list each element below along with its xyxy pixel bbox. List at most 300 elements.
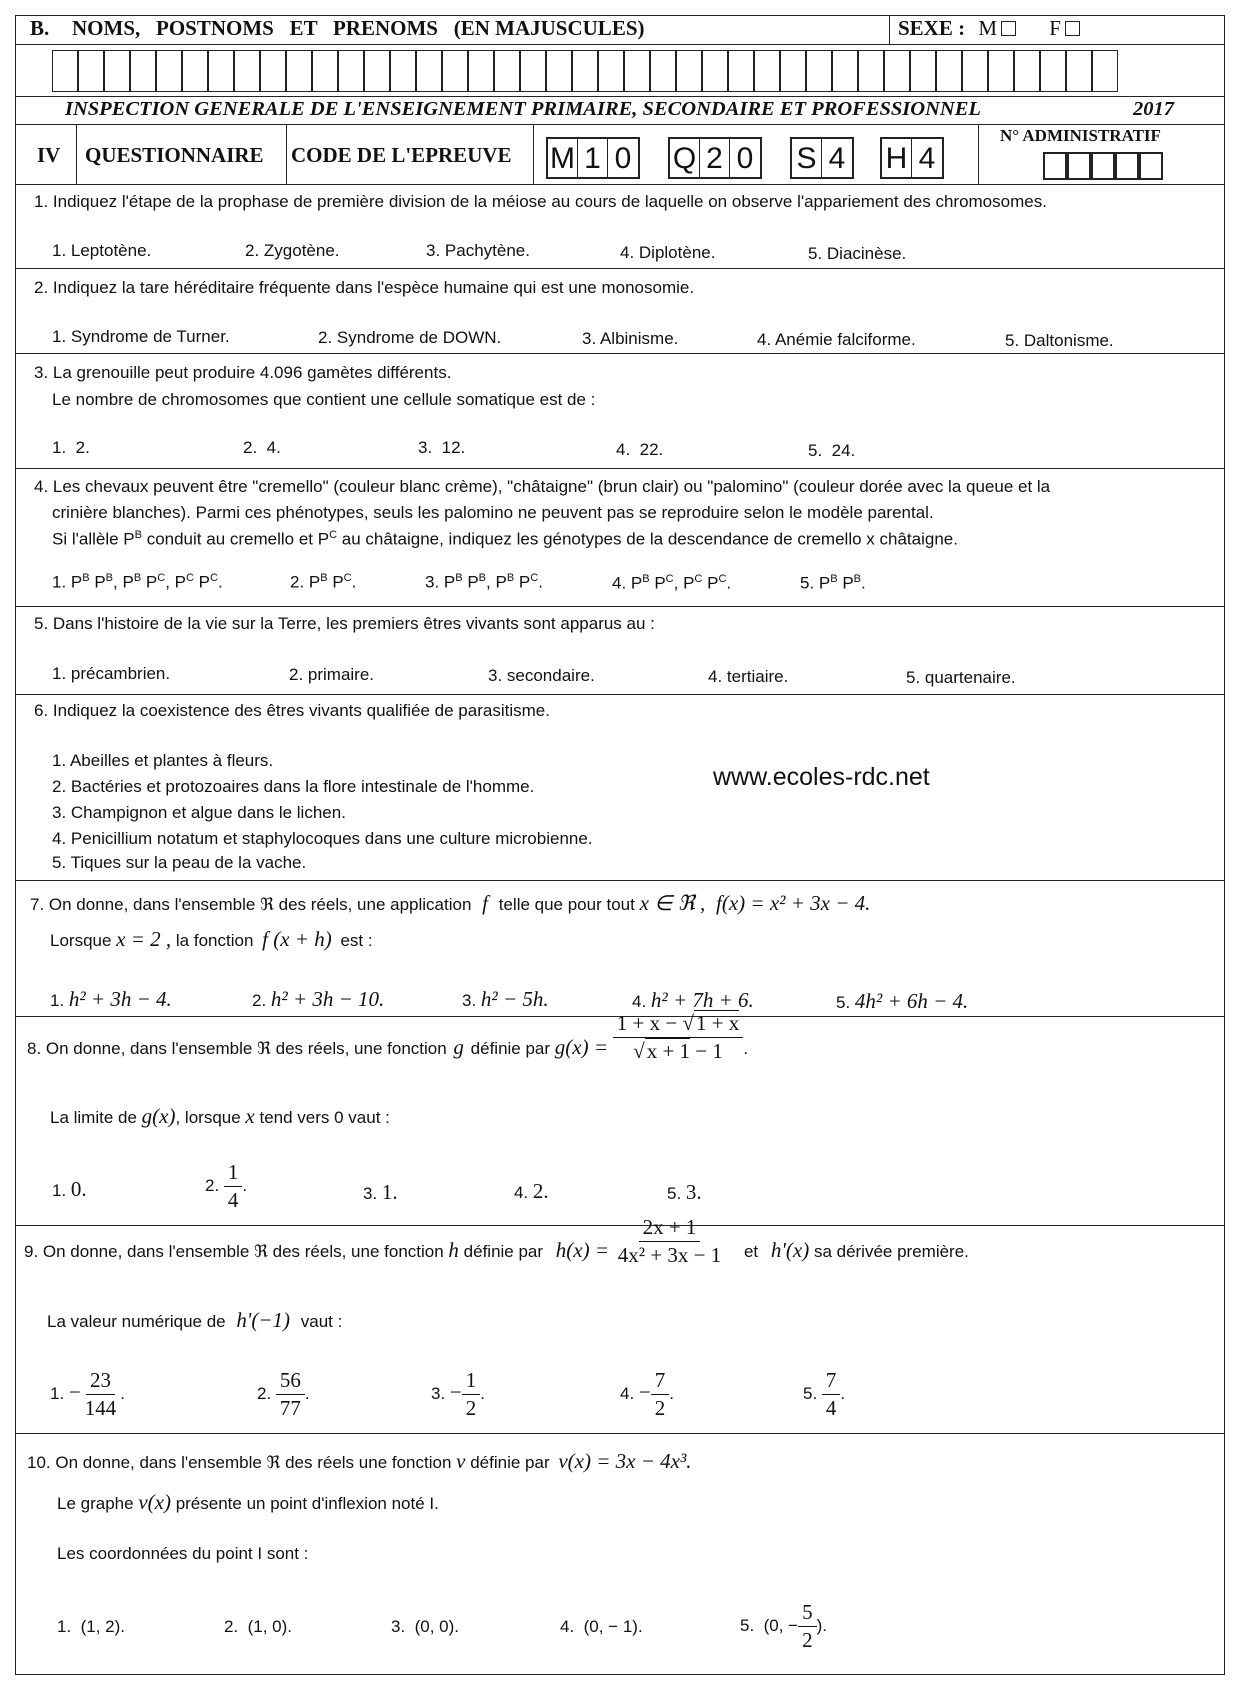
- question-3-line-2: Le nombre de chromosomes que contient une cellule somatique est de :: [52, 390, 596, 409]
- divider: [15, 1433, 1225, 1434]
- allele: P: [818, 573, 831, 593]
- frac-part: 2: [654, 1396, 666, 1420]
- allele: P: [654, 573, 666, 593]
- allele: P: [518, 572, 531, 592]
- q4-sup: C: [329, 529, 338, 541]
- allele: P: [495, 572, 507, 592]
- sex-f-checkbox[interactable]: [1065, 21, 1080, 36]
- option-number: 3.: [425, 572, 444, 592]
- q9-text: vaut :: [300, 1312, 343, 1331]
- name-char-box[interactable]: [260, 50, 286, 92]
- question-9-line-2: [47, 1308, 342, 1333]
- code-char: 2: [700, 139, 730, 177]
- q10-text: 10. On donne, dans l'ensemble ℜ des réels une fonction: [27, 1453, 452, 1472]
- math-g-x: g(x) =: [554, 1035, 609, 1059]
- allele: P: [332, 572, 344, 592]
- name-char-box[interactable]: [1014, 50, 1040, 92]
- frac-part: 1 + x: [695, 1011, 740, 1036]
- allele: P: [198, 572, 211, 592]
- option-number: 5.: [836, 993, 851, 1012]
- question-4: 4. Les chevaux peuvent être "cremello" (couleur blanc crème), "châtaigne" (brun clair) ou "palomino" (couleur dorée avec la queue et la: [34, 477, 1051, 496]
- q8-fraction: $\frac{1 + x - √1 + x}{√x + 1 - 1}$: [613, 1011, 744, 1064]
- code-char: 1: [578, 139, 608, 177]
- name-char-box[interactable]: [442, 50, 468, 92]
- option-value: h² + 3h − 10.: [270, 987, 385, 1011]
- q2-option-2[interactable]: 2. Syndrome de DOWN.: [318, 328, 502, 347]
- q9-option-3[interactable]: 3. − $\frac{1}{2}$ .: [431, 1368, 485, 1420]
- q1-option-1[interactable]: 1. Leptotène.: [52, 241, 152, 260]
- separator: .: [861, 573, 866, 593]
- name-char-box[interactable]: [858, 50, 884, 92]
- divider: [533, 124, 534, 184]
- option-number: 1.: [52, 1181, 67, 1200]
- name-char-box[interactable]: [624, 50, 650, 92]
- q3-option-3[interactable]: 3. 12.: [418, 438, 466, 457]
- admin-char-box[interactable]: [1067, 152, 1091, 180]
- minus-sign: −: [449, 1379, 462, 1404]
- minus-sign: −: [638, 1379, 651, 1404]
- allele-sup: B: [455, 572, 463, 584]
- q1-option-2[interactable]: 2. Zygotène.: [245, 241, 340, 260]
- separator: .: [351, 572, 357, 592]
- q5-option-5[interactable]: 5. quartenaire.: [906, 668, 1016, 687]
- allele-sup: C: [530, 572, 539, 584]
- name-char-box[interactable]: [312, 50, 338, 92]
- name-char-box[interactable]: [884, 50, 910, 92]
- q10-option-1[interactable]: 1. (1, 2).: [57, 1617, 126, 1636]
- q8-option-2[interactable]: 2. $\frac{1}{4}$ .: [205, 1160, 248, 1212]
- q1-option-4[interactable]: 4. Diplotène.: [620, 243, 716, 262]
- name-char-box[interactable]: [572, 50, 598, 92]
- option-value: [651, 1368, 670, 1421]
- option-value: 0.: [70, 1177, 87, 1201]
- name-char-box[interactable]: [1092, 50, 1118, 92]
- question-8-line-2: [50, 1104, 390, 1129]
- math-h-prime-x: h'(x): [770, 1237, 810, 1262]
- allele-sup: C: [665, 573, 674, 585]
- admin-char-box[interactable]: [1043, 152, 1067, 180]
- question-10-line-2: [57, 1490, 439, 1515]
- name-char-box[interactable]: [130, 50, 156, 92]
- allele: P: [842, 573, 854, 593]
- option-number: 2.: [205, 1175, 220, 1195]
- option-value: [224, 1160, 243, 1213]
- option-value: [462, 1368, 481, 1421]
- name-char-box[interactable]: [546, 50, 572, 92]
- q10-text: présente un point d'inflexion noté I.: [175, 1494, 439, 1513]
- option-value: [81, 1368, 121, 1421]
- allele-sup: C: [343, 572, 352, 584]
- math-f-x-h: f (x + h): [262, 927, 332, 951]
- names-label: NOMS, POSTNOMS ET PRENOMS (EN MAJUSCULES): [72, 16, 645, 40]
- name-char-box[interactable]: [494, 50, 520, 92]
- q9-text: La valeur numérique de: [47, 1312, 226, 1331]
- q5-option-4[interactable]: 4. tertiaire.: [708, 667, 789, 686]
- q8-option-3[interactable]: [363, 1180, 398, 1205]
- allele-sup: B: [506, 572, 515, 584]
- year: 2017: [1133, 98, 1174, 120]
- allele: P: [443, 572, 456, 592]
- math-v-of-x: v(x): [138, 1490, 171, 1514]
- allele: P: [174, 572, 186, 592]
- admin-char-box[interactable]: [1139, 152, 1163, 180]
- q5-option-1[interactable]: 1. précambrien.: [52, 664, 171, 683]
- allele-sup: C: [694, 573, 703, 585]
- option-value: 3.: [685, 1180, 702, 1204]
- divider: [15, 184, 1225, 185]
- code-char: S: [792, 139, 822, 177]
- question-10: [27, 1449, 692, 1474]
- q9-fraction: [614, 1215, 725, 1268]
- name-char-box[interactable]: [78, 50, 104, 92]
- allele: P: [70, 572, 83, 592]
- name-char-box[interactable]: [650, 50, 676, 92]
- frac-part: − 1: [690, 1039, 723, 1064]
- sex-f-label: F: [1049, 16, 1061, 40]
- q10-option-5[interactable]: [740, 1600, 827, 1653]
- allele: P: [683, 573, 695, 593]
- admin-char-box[interactable]: [1091, 152, 1115, 180]
- q6-option-4[interactable]: 4. Penicillium notatum et staphylocoques dans une culture microbienne.: [52, 829, 593, 848]
- separator: .: [538, 572, 543, 592]
- q7-text: Lorsque: [50, 931, 112, 950]
- q8-option-4[interactable]: [514, 1179, 549, 1204]
- q7-formula: f(x) = x² + 3x − 4.: [716, 891, 871, 915]
- frac-part: 4: [227, 1188, 239, 1212]
- frac-part: 4: [825, 1396, 837, 1420]
- q10-text: définie par: [470, 1453, 550, 1472]
- q1-option-5[interactable]: 5. Diacinèse.: [808, 244, 907, 263]
- option-value: h² + 3h − 4.: [68, 987, 172, 1011]
- question-5: 5. Dans l'histoire de la vie sur la Terre, les premiers êtres vivants sont apparus au :: [34, 614, 655, 633]
- math-h-x: h(x) =: [555, 1237, 610, 1262]
- q10-text: Le graphe: [57, 1494, 134, 1513]
- separator: ,: [165, 572, 175, 592]
- question-4-line-3: [52, 529, 958, 550]
- frac-part: 2x + 1: [639, 1215, 701, 1242]
- q5-option-2[interactable]: 2. primaire.: [289, 665, 375, 684]
- name-char-box[interactable]: [780, 50, 806, 92]
- divider: [889, 15, 890, 45]
- q7-option-3[interactable]: [462, 987, 549, 1012]
- q7-text: 7. On donne, dans l'ensemble ℜ des réels, une application: [30, 895, 472, 914]
- website-watermark: www.ecoles-rdc.net: [713, 763, 930, 791]
- minus-sign: −: [68, 1379, 81, 1404]
- option-number: 2.: [252, 991, 267, 1010]
- q5-option-3[interactable]: 3. secondaire.: [488, 666, 595, 685]
- code-char: 0: [614, 142, 632, 175]
- option-value: [822, 1368, 841, 1421]
- q7-text: la fonction: [175, 931, 254, 950]
- option-number: 4.: [632, 992, 647, 1011]
- q1-option-3[interactable]: 3. Pachytène.: [426, 241, 530, 260]
- q4-option-4[interactable]: [612, 573, 731, 594]
- divider: [15, 694, 1225, 695]
- name-char-box[interactable]: [1040, 50, 1066, 92]
- divider: [15, 268, 1225, 269]
- math-x: x: [245, 1104, 255, 1128]
- name-char-box[interactable]: [416, 50, 442, 92]
- name-char-box[interactable]: [962, 50, 988, 92]
- divider: [978, 124, 979, 184]
- name-char-box[interactable]: [1066, 50, 1092, 92]
- code-label: CODE DE L'EPREUVE: [291, 143, 512, 167]
- name-char-box[interactable]: [988, 50, 1014, 92]
- question-7: [30, 891, 870, 916]
- name-char-box[interactable]: [52, 50, 78, 92]
- question-7-line-2: [50, 927, 373, 952]
- question-3: 3. La grenouille peut produire 4.096 gamètes différents.: [34, 363, 452, 382]
- option-number: 2.: [257, 1383, 272, 1403]
- q4-text: conduit au cremello et P: [141, 529, 330, 549]
- name-char-box[interactable]: [104, 50, 130, 92]
- option-number: 5.: [667, 1184, 682, 1203]
- q3-option-2[interactable]: 2. 4.: [243, 438, 281, 457]
- frac-part: 1 + x −: [616, 1011, 678, 1036]
- institution-title: INSPECTION GENERALE DE L'ENSEIGNEMENT PRIMAIRE, SECONDAIRE ET PROFESSIONNEL: [65, 98, 981, 120]
- option-number: 5.: [803, 1383, 818, 1403]
- name-char-box[interactable]: [234, 50, 260, 92]
- frac-part: 7: [651, 1368, 670, 1395]
- math-x-in-r: x ∈ ℜ ,: [639, 891, 706, 915]
- allele-sup: B: [133, 572, 142, 584]
- allele-sup: C: [157, 572, 166, 584]
- section-label: B.: [30, 16, 50, 40]
- option-value: [276, 1368, 305, 1421]
- name-char-box[interactable]: [702, 50, 728, 92]
- allele-sup: B: [853, 573, 862, 585]
- q10-option-3[interactable]: 3. (0, 0).: [391, 1617, 460, 1636]
- q3-option-5[interactable]: 5. 24.: [808, 441, 856, 460]
- allele: P: [630, 573, 643, 593]
- name-char-box[interactable]: [390, 50, 416, 92]
- q4-option-2[interactable]: [290, 572, 356, 593]
- frac-part: 1: [462, 1368, 481, 1395]
- name-char-box[interactable]: [468, 50, 494, 92]
- separator: .: [217, 572, 223, 592]
- option-number: 4.: [612, 573, 631, 593]
- option-number: 3.: [363, 1184, 378, 1203]
- q7-option-5[interactable]: [836, 989, 968, 1014]
- frac-part: 4x² + 3x − 1: [617, 1243, 722, 1267]
- q4-option-3[interactable]: [425, 572, 543, 593]
- q4-text: au châtaigne, indiquez les génotypes de la descendance de cremello x châtaigne.: [337, 529, 958, 549]
- divider: [15, 353, 1225, 354]
- part-number: IV: [37, 143, 61, 167]
- frac-part: 5: [798, 1600, 817, 1627]
- divider: [15, 96, 1225, 97]
- sex-m-label: M: [978, 16, 998, 40]
- q7-text: est :: [340, 931, 373, 950]
- allele-sup: B: [830, 573, 838, 585]
- allele: P: [467, 572, 479, 592]
- name-char-box[interactable]: [936, 50, 962, 92]
- q3-option-1[interactable]: 1. 2.: [52, 438, 90, 457]
- code-char: Q: [670, 139, 700, 177]
- sex-m-checkbox[interactable]: [1001, 21, 1016, 36]
- q9-text: définie par: [463, 1241, 544, 1261]
- math-h: h: [448, 1237, 459, 1262]
- name-char-box[interactable]: [286, 50, 312, 92]
- math-g-of-x: g(x): [141, 1104, 176, 1128]
- separator: ,: [673, 573, 684, 593]
- frac-part: 2: [802, 1628, 813, 1652]
- q4-option-1[interactable]: [52, 572, 223, 593]
- q6-option-5[interactable]: 5. Tiques sur la peau de la vache.: [52, 853, 307, 872]
- q8-option-1[interactable]: [52, 1177, 87, 1202]
- option-value: 1.: [381, 1180, 398, 1204]
- allele: P: [94, 572, 106, 592]
- name-char-box[interactable]: [598, 50, 624, 92]
- q9-option-4[interactable]: 4. − $\frac{7}{2}$ .: [620, 1368, 674, 1420]
- question-6: 6. Indiquez la coexistence des êtres vivants qualifiée de parasitisme.: [34, 701, 550, 720]
- option-value: 4h² + 6h − 4.: [854, 989, 969, 1013]
- q2-option-3[interactable]: 3. Albinisme.: [582, 329, 679, 348]
- option-number: 5. (0, −: [740, 1615, 799, 1635]
- allele-sup: C: [185, 572, 194, 584]
- option-number: 3.: [431, 1383, 446, 1403]
- name-char-box[interactable]: [520, 50, 546, 92]
- q9-text: et: [743, 1241, 759, 1261]
- code-char: H: [882, 139, 912, 177]
- frac-part: 7: [822, 1368, 841, 1395]
- q4-text: Si l'allèle P: [52, 529, 135, 549]
- q10-option-4[interactable]: 4. (0, − 1).: [560, 1617, 643, 1636]
- divider: [15, 606, 1225, 607]
- name-char-box[interactable]: [754, 50, 780, 92]
- question-10-line-3: Les coordonnées du point I sont :: [57, 1544, 309, 1563]
- name-char-box[interactable]: [910, 50, 936, 92]
- name-char-box[interactable]: [806, 50, 832, 92]
- separator: ,: [113, 572, 123, 592]
- q2-option-5[interactable]: 5. Daltonisme.: [1005, 331, 1114, 350]
- name-char-box[interactable]: [156, 50, 182, 92]
- option-value: h² − 5h.: [480, 987, 549, 1011]
- q7-option-2[interactable]: [252, 987, 384, 1012]
- divider: [15, 880, 1225, 881]
- q6-option-1[interactable]: 1. Abeilles et plantes à fleurs.: [52, 751, 274, 770]
- q9-text: sa dérivée première.: [813, 1241, 969, 1261]
- allele-sup: B: [642, 573, 650, 585]
- name-char-box[interactable]: [832, 50, 858, 92]
- option-number: 3.: [462, 991, 477, 1010]
- allele-sup: C: [210, 572, 218, 584]
- option-number: 1.: [52, 572, 71, 592]
- name-char-box[interactable]: [208, 50, 234, 92]
- frac-part: 2: [465, 1396, 477, 1420]
- q8-text: 8. On donne, dans l'ensemble ℜ des réels, une fonction: [27, 1039, 447, 1058]
- code-group-3: [790, 137, 854, 179]
- sex-field: [898, 16, 1080, 41]
- questionnaire-label: QUESTIONNAIRE: [85, 143, 264, 167]
- q8-text: , lorsque: [175, 1108, 241, 1127]
- code-group-4: [880, 137, 944, 179]
- question-2: 2. Indiquez la tare héréditaire fréquente dans l'espèce humaine qui est une monosomie.: [34, 278, 695, 297]
- q4-sup: B: [134, 529, 142, 541]
- q9-option-1[interactable]: 1. − $\frac{23}{144}$ .: [50, 1368, 125, 1420]
- q9-text: 9. On donne, dans l'ensemble ℜ des réels, une fonction: [24, 1241, 444, 1261]
- allele-sup: B: [320, 572, 328, 584]
- q6-option-2[interactable]: 2. Bactéries et protozoaires dans la flore intestinale de l'homme.: [52, 777, 535, 796]
- option-number: 1.: [50, 991, 65, 1010]
- frac-part: 56: [276, 1368, 305, 1395]
- q6-option-3[interactable]: 3. Champignon et algue dans le lichen.: [52, 803, 346, 822]
- code-char: 0: [736, 142, 754, 175]
- question-8: 8. On donne, dans l'ensemble ℜ des réels, une fonction g définie par g(x) = $\frac{1 + x - √1 + x}{√x + 1 - 1}$ .: [27, 1011, 749, 1064]
- admin-label: N° ADMINISTRATIF: [1000, 126, 1161, 145]
- math-v-x: v(x) = 3x − 4x³.: [558, 1449, 692, 1473]
- name-char-box[interactable]: [676, 50, 702, 92]
- frac-part: 1: [224, 1160, 243, 1187]
- divider: [76, 124, 77, 184]
- option-value: [798, 1600, 817, 1653]
- frac-part: 144: [84, 1396, 117, 1420]
- q9-option-5[interactable]: 5. $\frac{7}{4}$ .: [803, 1368, 846, 1420]
- q2-option-1[interactable]: 1. Syndrome de Turner.: [52, 327, 230, 346]
- separator: .: [726, 573, 732, 593]
- admin-char-box[interactable]: [1115, 152, 1139, 180]
- math-g: g: [453, 1035, 464, 1059]
- allele-sup: C: [718, 573, 727, 585]
- allele-sup: B: [82, 572, 90, 584]
- allele: P: [122, 572, 134, 592]
- code-group-1: [546, 137, 640, 179]
- allele: P: [308, 572, 321, 592]
- option-number: 2.: [290, 572, 309, 592]
- allele: P: [707, 573, 719, 593]
- option-value: 2.: [532, 1179, 549, 1203]
- frac-part: x + 1: [646, 1039, 691, 1064]
- allele-sup: B: [105, 572, 114, 584]
- allele-sup: B: [478, 572, 487, 584]
- divider: [15, 468, 1225, 469]
- separator: ,: [486, 572, 496, 592]
- option-number: 1.: [50, 1383, 65, 1403]
- option-close: ).: [816, 1615, 828, 1635]
- q10-option-2[interactable]: 2. (1, 0).: [224, 1617, 293, 1636]
- q7-option-1[interactable]: [50, 987, 172, 1012]
- q7-text: telle que pour tout: [498, 895, 635, 914]
- question-9: [24, 1215, 969, 1268]
- name-char-box[interactable]: [182, 50, 208, 92]
- math-x-eq-2: x = 2 ,: [116, 927, 172, 951]
- q9-option-2[interactable]: 2. $\frac{56}{77}$ .: [257, 1368, 310, 1420]
- code-char: 4: [828, 142, 846, 175]
- name-char-box[interactable]: [338, 50, 364, 92]
- name-char-box[interactable]: [728, 50, 754, 92]
- code-group-2: [668, 137, 762, 179]
- divider: [15, 124, 1225, 125]
- allele: P: [145, 572, 158, 592]
- divider: [15, 44, 1225, 45]
- option-number: 5.: [800, 573, 819, 593]
- name-char-box[interactable]: [364, 50, 390, 92]
- sex-label: SEXE :: [898, 16, 966, 40]
- math-h-prime-m1: h'(−1): [236, 1308, 291, 1332]
- option-number: 4.: [514, 1183, 529, 1202]
- frac-part: 77: [279, 1396, 301, 1420]
- q2-option-4[interactable]: 4. Anémie falciforme.: [757, 330, 916, 349]
- q3-option-4[interactable]: 4. 22.: [616, 440, 664, 459]
- q4-option-5[interactable]: [800, 573, 866, 594]
- divider: [286, 124, 287, 184]
- q8-text: La limite de: [50, 1108, 137, 1127]
- q8-text: définie par: [470, 1039, 551, 1058]
- q8-text: tend vers 0 vaut :: [259, 1108, 390, 1127]
- option-value: h² + 7h + 6.: [650, 988, 754, 1012]
- math-v: v: [456, 1449, 466, 1473]
- q8-option-5[interactable]: [667, 1180, 702, 1205]
